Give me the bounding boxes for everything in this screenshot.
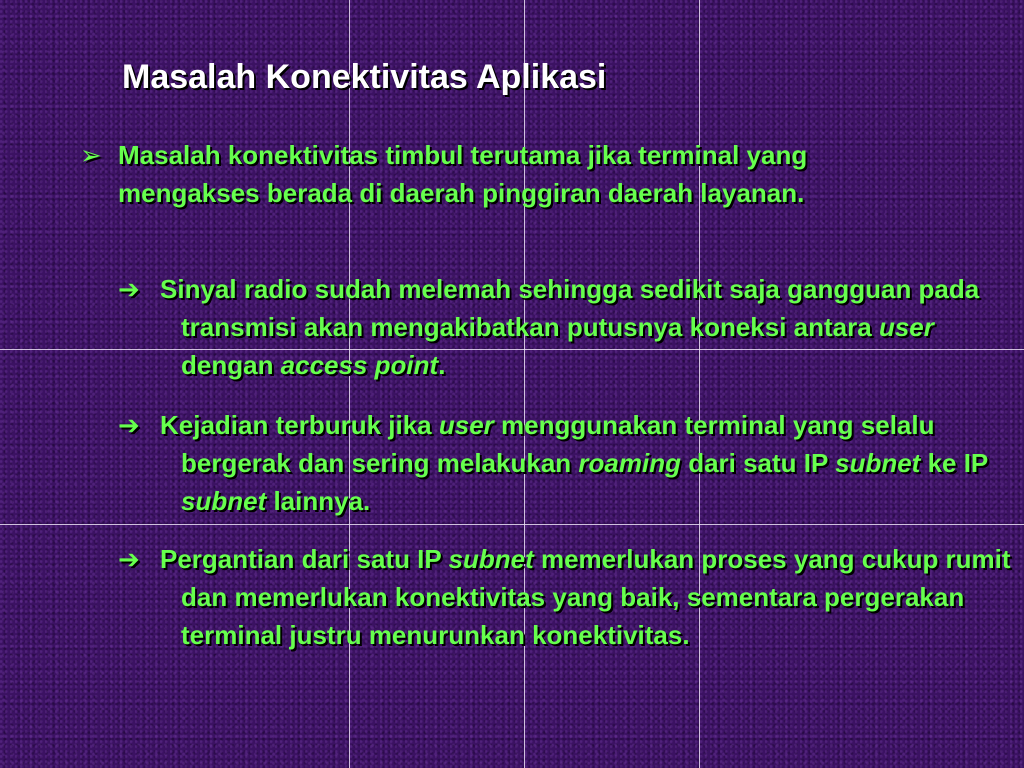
right-arrow-icon: ➔ bbox=[118, 544, 140, 574]
emphasis-term: subnet bbox=[448, 544, 534, 574]
main-bullet-text: Masalah konektivitas timbul terutama jika terminal yang mengakses berada di daerah pinggiran daerah layanan. bbox=[118, 140, 808, 208]
sub-bullet-text: dengan bbox=[181, 350, 281, 380]
emphasis-term: access point bbox=[280, 350, 439, 380]
right-arrow-icon: ➔ bbox=[118, 410, 140, 440]
sub-bullet-text: memerlukan proses yang cukup rumit dan memerlukan konektivitas yang baik, sementara pergerakan terminal justru menurunkan konektivitas. bbox=[181, 544, 1011, 650]
main-bullet bbox=[80, 136, 938, 212]
sub-bullet-text: lainnya. bbox=[266, 486, 371, 516]
sub-bullet-text: Pergantian dari satu IP bbox=[160, 544, 449, 574]
sub-bullet-text: Sinyal radio sudah melemah sehingga sedikit saja gangguan pada transmisi akan mengakibatkan putusnya koneksi antara bbox=[160, 274, 980, 342]
emphasis-term: subnet bbox=[181, 486, 267, 516]
grid-line-horizontal bbox=[0, 524, 1024, 525]
sub-bullet-text: dari satu IP bbox=[680, 448, 836, 478]
sub-bullet-radio-signal bbox=[118, 270, 1021, 384]
sub-bullet-text: menggunakan terminal yang selalu bergerak dan sering melakukan bbox=[181, 410, 935, 478]
sub-bullet-subnet-change bbox=[118, 540, 1021, 654]
sub-bullet-text: Kejadian terburuk jika bbox=[160, 410, 439, 440]
sub-bullet-worst-case bbox=[118, 406, 1021, 520]
right-arrow-icon: ➔ bbox=[118, 274, 140, 304]
emphasis-term: roaming bbox=[578, 448, 681, 478]
sub-bullet-text: ke IP bbox=[920, 448, 988, 478]
emphasis-term: user bbox=[438, 410, 494, 440]
emphasis-term: user bbox=[878, 312, 934, 342]
emphasis-term: subnet bbox=[835, 448, 921, 478]
slide-title: Masalah Konektivitas Aplikasi bbox=[122, 58, 607, 96]
arrowhead-bullet-icon: ➢ bbox=[80, 140, 102, 170]
sub-bullet-text: . bbox=[438, 350, 446, 380]
